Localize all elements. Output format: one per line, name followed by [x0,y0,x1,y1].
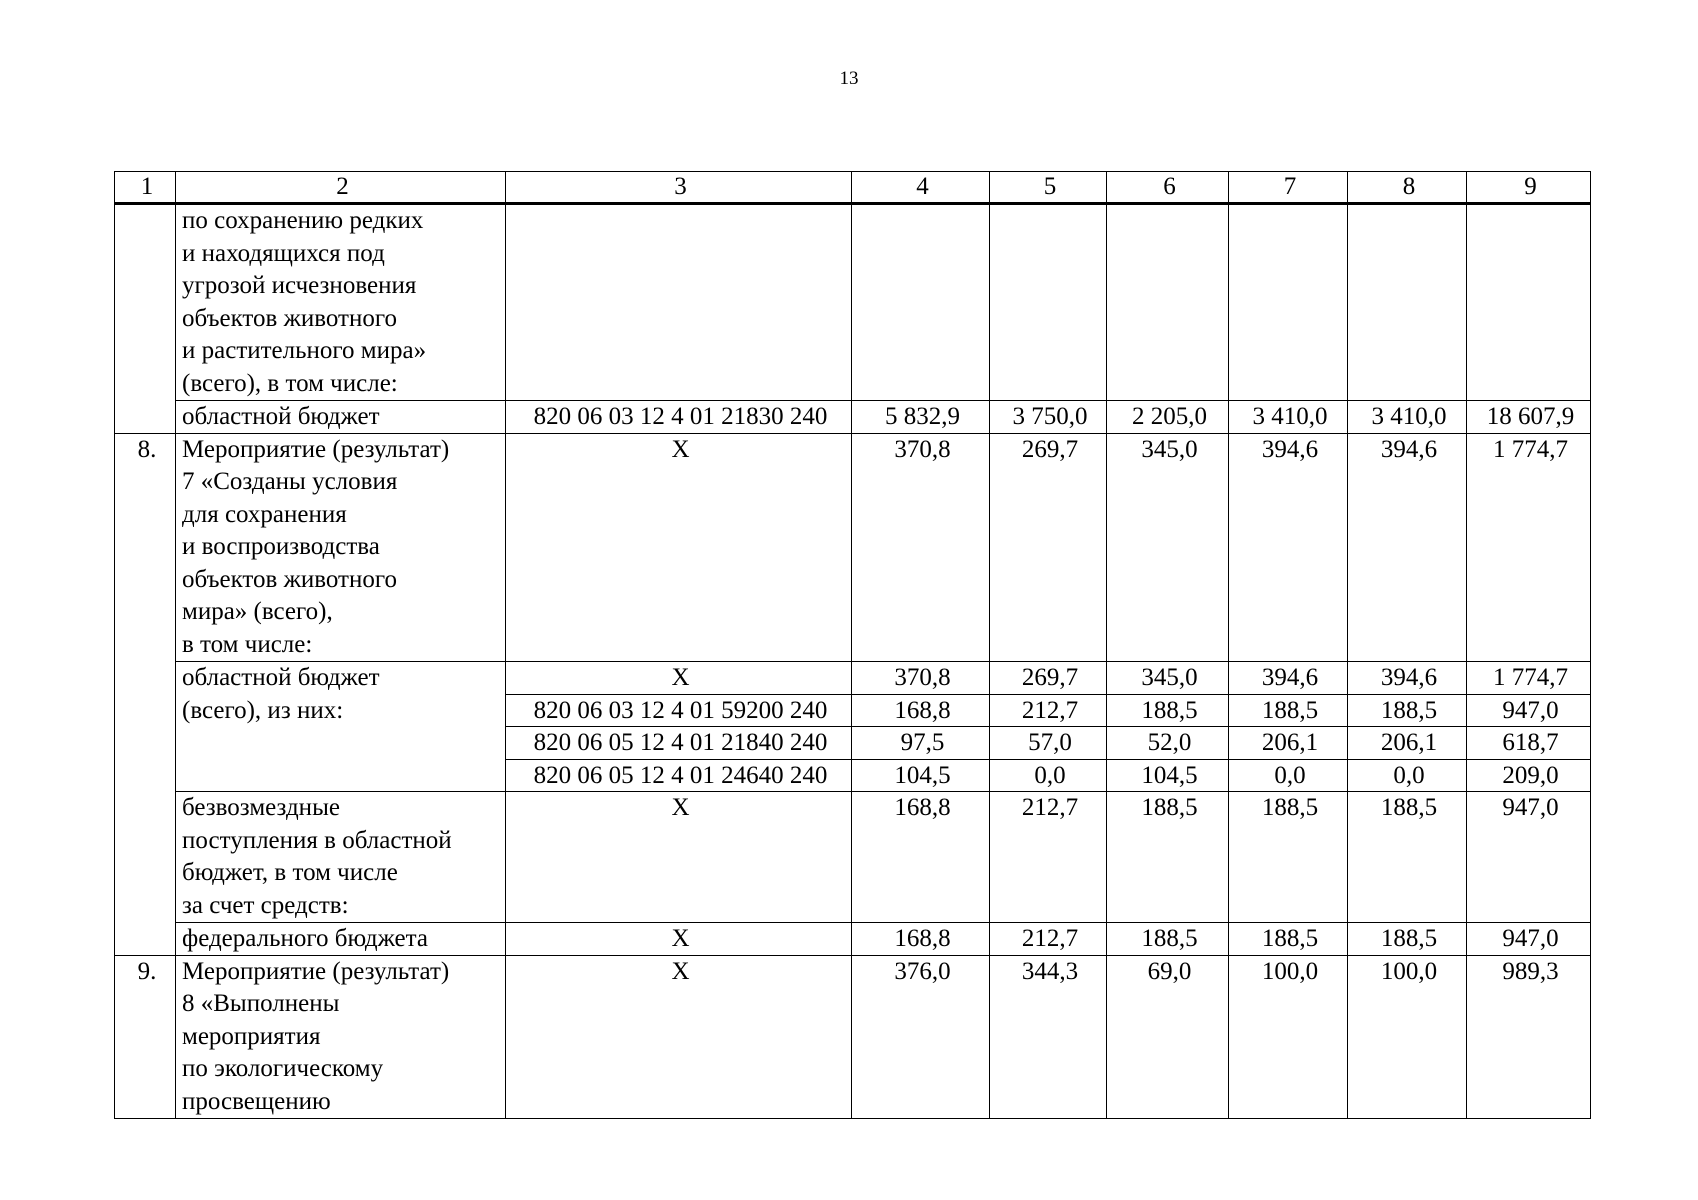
value-cell: 394,6 [1229,433,1348,662]
page-number: 13 [839,68,859,89]
budget-code-cell: X [506,792,852,923]
table-row [115,433,1591,662]
value-cell [1229,204,1348,401]
value-cell [990,204,1107,401]
value-cell: 3 410,0 [1229,401,1348,434]
header-cell: 3 [506,172,852,204]
value-cell: 212,7 [990,694,1107,727]
name-line: 8 «Выполнены [182,990,340,1017]
value-cell [1107,204,1229,401]
value-cell: 269,7 [990,662,1107,695]
table-row [115,401,1591,434]
name-line: Мероприятие (результат) [182,435,450,463]
value-cell: 376,0 [852,955,990,1119]
table-row [115,923,1591,956]
value-cell: 5 832,9 [852,401,990,434]
header-cell: 8 [1348,172,1467,204]
label-line: бюджет, в том числе [182,859,398,886]
table-row [115,955,1591,1119]
value-cell: 3 410,0 [1348,401,1467,434]
value-cell: 100,0 [1229,955,1348,1119]
budget-code-cell: X [506,923,852,956]
value-cell: 188,5 [1107,792,1229,923]
value-cell: 57,0 [990,727,1107,760]
funding-source-cell [176,662,506,792]
budget-table [114,171,1591,1119]
name-line: в том числе: [182,630,313,658]
header-cell: 2 [176,172,506,204]
value-cell: 188,5 [1229,694,1348,727]
label-line: (всего), из них: [182,696,344,724]
name-line: объектов животного [182,565,397,593]
value-cell: 269,7 [990,433,1107,662]
value-cell: 947,0 [1467,792,1591,923]
header-cell: 7 [1229,172,1348,204]
funding-source-cell: областной бюджет [176,401,506,434]
value-cell: 69,0 [1107,955,1229,1119]
value-cell: 3 750,0 [990,401,1107,434]
label-line: безвозмездные [182,794,340,821]
table-row [115,204,1591,401]
value-cell: 618,7 [1467,727,1591,760]
value-cell: 212,7 [990,923,1107,956]
value-cell: 188,5 [1229,792,1348,923]
item-name-cell [176,955,506,1119]
name-line: просвещению [182,1087,331,1115]
value-cell: 394,6 [1348,662,1467,695]
name-line: и воспроизводства [182,533,380,560]
value-cell: 206,1 [1229,727,1348,760]
value-cell: 989,3 [1467,955,1591,1119]
budget-code-cell: X [506,955,852,1119]
value-cell: 2 205,0 [1107,401,1229,434]
name-line: (всего), в том числе: [182,369,398,397]
value-cell: 947,0 [1467,694,1591,727]
name-line: Мероприятие (результат) [182,957,450,985]
name-line: по экологическому [182,1055,384,1082]
row-number-cell [115,204,176,434]
value-cell: 209,0 [1467,759,1591,792]
row-number-cell: 9. [115,955,176,1119]
value-cell: 188,5 [1348,923,1467,956]
item-name-cell [176,433,506,662]
table-row [115,662,1591,695]
value-cell: 104,5 [852,759,990,792]
budget-code-cell: X [506,433,852,662]
item-name-cell [176,204,506,401]
budget-code-cell: 820 06 03 12 4 01 21830 240 [506,401,852,434]
value-cell: 206,1 [1348,727,1467,760]
name-line: мероприятия [182,1022,321,1050]
name-line: мира» (всего), [182,598,333,625]
value-cell: 947,0 [1467,923,1591,956]
value-cell: 394,6 [1229,662,1348,695]
value-cell: 188,5 [1229,923,1348,956]
name-line: 7 «Созданы условия [182,468,398,495]
funding-source-cell [176,792,506,923]
table-row [115,792,1591,923]
header-row [115,172,1591,204]
value-cell: 188,5 [1348,694,1467,727]
value-cell: 97,5 [852,727,990,760]
name-line: и находящихся под [182,239,385,267]
value-cell: 212,7 [990,792,1107,923]
value-cell: 18 607,9 [1467,401,1591,434]
value-cell: 168,8 [852,792,990,923]
value-cell: 104,5 [1107,759,1229,792]
header-cell: 1 [115,172,176,204]
name-line: для сохранения [182,500,347,528]
label-line: поступления в областной [182,826,452,854]
budget-code-cell: X [506,662,852,695]
budget-code-cell: 820 06 05 12 4 01 24640 240 [506,759,852,792]
value-cell: 394,6 [1348,433,1467,662]
value-cell: 52,0 [1107,727,1229,760]
header-cell: 4 [852,172,990,204]
value-cell: 0,0 [1348,759,1467,792]
label-line: за счет средств: [182,891,349,919]
value-cell: 100,0 [1348,955,1467,1119]
funding-source-cell: федерального бюджета [176,923,506,956]
value-cell: 188,5 [1348,792,1467,923]
code-cell [506,204,852,401]
header-cell: 5 [990,172,1107,204]
header-cell: 9 [1467,172,1591,204]
value-cell [852,204,990,401]
value-cell: 188,5 [1107,923,1229,956]
budget-code-cell: 820 06 05 12 4 01 21840 240 [506,727,852,760]
budget-code-cell: 820 06 03 12 4 01 59200 240 [506,694,852,727]
value-cell: 345,0 [1107,662,1229,695]
value-cell: 370,8 [852,662,990,695]
value-cell: 1 774,7 [1467,662,1591,695]
label-line: областной бюджет [182,664,380,691]
name-line: и растительного мира» [182,337,427,364]
value-cell: 344,3 [990,955,1107,1119]
value-cell [1348,204,1467,401]
value-cell: 188,5 [1107,694,1229,727]
value-cell: 1 774,7 [1467,433,1591,662]
value-cell: 345,0 [1107,433,1229,662]
value-cell [1467,204,1591,401]
value-cell: 0,0 [1229,759,1348,792]
header-cell: 6 [1107,172,1229,204]
value-cell: 168,8 [852,923,990,956]
name-line: угрозой исчезновения [182,272,417,299]
name-line: объектов животного [182,304,397,332]
value-cell: 0,0 [990,759,1107,792]
value-cell: 370,8 [852,433,990,662]
name-line: по сохранению редких [182,207,424,234]
row-number-cell: 8. [115,433,176,955]
value-cell: 168,8 [852,694,990,727]
